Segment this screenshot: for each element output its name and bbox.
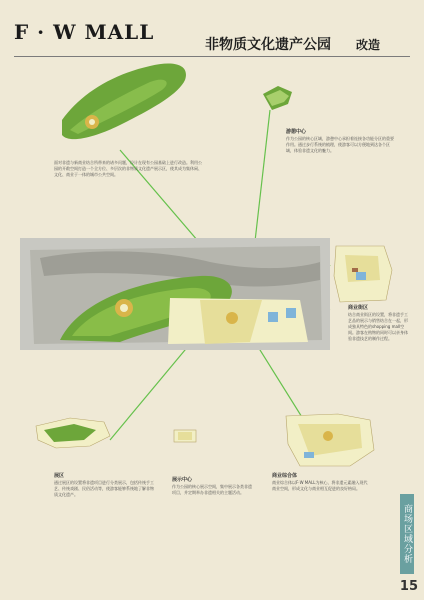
text-bottom-mid: 作为公园的核心展示空间，集中展示各类非遗项目，并定期举办非遗相关的主题活动。 — [172, 484, 252, 495]
plaza-inset-bottom-mid — [174, 430, 196, 442]
text-top-left: 面对非遗与新商业结合所带来的诸多问题，设计在现有公园基础上进行改造。利用公园的开敞空间打造一个全方位、多层次的非物质文化遗产展示区，使其成为集休闲、文化、商业于一体的城市公共空间。 — [54, 160, 202, 177]
park-inset-top-left — [62, 64, 186, 140]
page-title: 非物质文化遗产公园 — [205, 37, 331, 53]
brand-title: F · W MALL — [14, 20, 155, 44]
plaza-inset-right-mid — [334, 246, 392, 302]
master-plan — [20, 238, 330, 350]
heading-top-right: 游憩中心 — [286, 129, 307, 135]
heading-bottom-left: 展区 — [54, 473, 65, 479]
heading-right-mid: 商业街区 — [348, 305, 369, 311]
heading-bottom-mid: 展示中心 — [172, 477, 193, 483]
text-bottom-left: 通过展区的设置将非遗项目进行分类展示，包括传统手工艺、传统戏剧、民俗活动等，使游客能够系统地了解非物质文化遗产。 — [54, 480, 154, 497]
page-subtitle: 改造 — [356, 38, 381, 52]
plaza-inset-bottom-right — [286, 414, 374, 466]
text-bottom-right: 商业综合体以F·W MALL为核心，将非遗元素融入现代商业空间，形成文化与商业相互促进的良好格局。 — [272, 480, 368, 491]
section-side-label: 商场区域分析 — [400, 494, 414, 574]
text-right-mid: 结合商业街区的设置，将非遗手工艺品的展示与销售结合在一起，形成独具特色的shopping mall空间。游客在购物的同时可以亲身体验非遗技艺的制作过程。 — [348, 312, 408, 341]
park-inset-top-right — [263, 86, 292, 110]
text-top-right: 作为公园的核心区域，游憩中心承担着连接各功能分区的重要作用。通过步行系统的梳理，使游客可以方便地到达各个区域，体验非遗文化的魅力。 — [286, 136, 394, 153]
page-number: 15 — [399, 579, 418, 594]
heading-bottom-right: 商业综合体 — [272, 473, 298, 479]
plaza-inset-bottom-left — [36, 418, 110, 448]
